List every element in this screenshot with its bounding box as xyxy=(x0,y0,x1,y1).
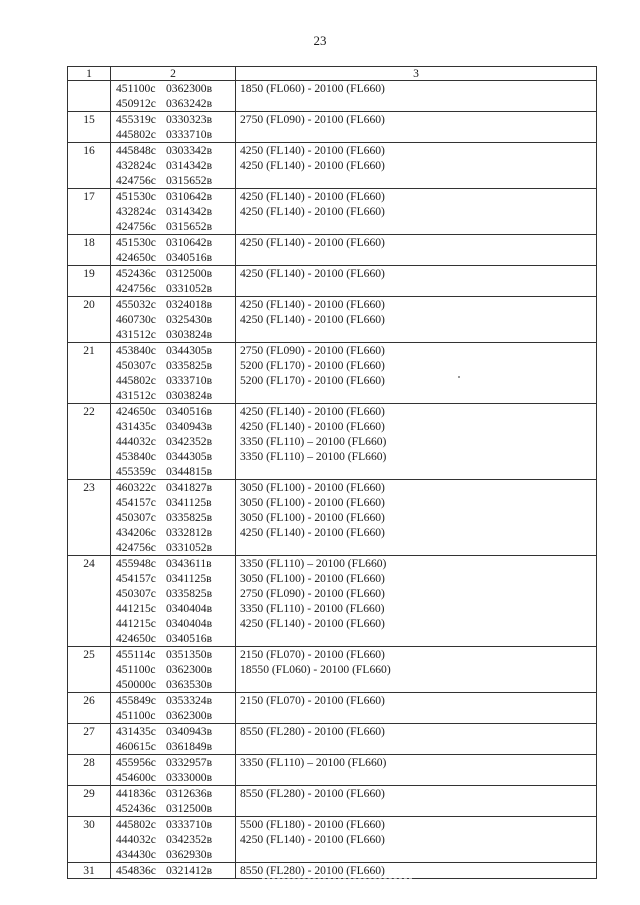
row-number: 20 xyxy=(68,297,111,343)
table-row xyxy=(68,266,597,297)
longitude: 0333710в xyxy=(166,818,213,831)
route-point xyxy=(111,540,235,555)
route-points-cell xyxy=(111,235,236,266)
longitude: 0333710в xyxy=(166,374,213,387)
longitude: 0314342в xyxy=(166,205,213,218)
flight-level-range: 4250 (FL140) - 20100 (FL660) xyxy=(240,617,385,630)
flight-levels-cell xyxy=(236,297,597,343)
longitude: 0342352в xyxy=(166,833,213,846)
longitude: 0340404в xyxy=(166,617,213,630)
flight-level-range: 4250 (FL140) - 20100 (FL660) xyxy=(240,833,385,846)
longitude: 0333710в xyxy=(166,128,213,141)
longitude: 0362930в xyxy=(166,848,213,861)
latitude: 455359с xyxy=(116,465,156,478)
route-point xyxy=(111,81,235,96)
longitude: 0331052в xyxy=(166,282,213,295)
flight-level-range: 2750 (FL090) - 20100 (FL660) xyxy=(240,113,385,126)
row-number: 26 xyxy=(68,693,111,724)
latitude: 453840с xyxy=(116,344,156,357)
longitude: 0362300в xyxy=(166,709,213,722)
route-table xyxy=(67,66,597,879)
flight-level-range: 4250 (FL140) - 20100 (FL660) xyxy=(240,144,385,157)
longitude: 0303824в xyxy=(166,328,213,341)
table-row xyxy=(68,647,597,693)
table-header-row xyxy=(68,67,597,81)
table-row xyxy=(68,297,597,343)
flight-levels-cell xyxy=(236,404,597,480)
flight-level-range: 3350 (FL110) – 20100 (FL660) xyxy=(240,557,387,570)
route-points-cell xyxy=(111,189,236,235)
flight-levels-cell xyxy=(236,556,597,647)
longitude: 0344305в xyxy=(166,344,213,357)
latitude: 445802с xyxy=(116,374,156,387)
longitude: 0324018в xyxy=(166,298,213,311)
route-point xyxy=(111,755,235,770)
longitude: 0310642в xyxy=(166,236,213,249)
latitude: 424756с xyxy=(116,282,156,295)
route-point xyxy=(111,677,235,692)
longitude: 0303342в xyxy=(166,144,213,157)
route-point xyxy=(111,480,235,495)
flight-level-range: 1850 (FL060) - 20100 (FL660) xyxy=(240,82,385,95)
flight-levels-cell xyxy=(236,480,597,556)
latitude: 455849с xyxy=(116,694,156,707)
header-col-2: 2 xyxy=(111,67,236,81)
route-point xyxy=(111,801,235,816)
row-number: 23 xyxy=(68,480,111,556)
row-number: 30 xyxy=(68,817,111,863)
latitude: 455114с xyxy=(116,648,156,661)
longitude: 0310642в xyxy=(166,190,213,203)
route-point xyxy=(111,219,235,234)
route-point xyxy=(111,586,235,601)
longitude: 0351350в xyxy=(166,648,213,661)
route-point xyxy=(111,434,235,449)
route-points-cell xyxy=(111,266,236,297)
route-point xyxy=(111,266,235,281)
route-point xyxy=(111,297,235,312)
route-point xyxy=(111,358,235,373)
longitude: 0341827в xyxy=(166,481,213,494)
latitude: 450912с xyxy=(116,97,156,110)
latitude: 424756с xyxy=(116,220,156,233)
row-number: 19 xyxy=(68,266,111,297)
route-point xyxy=(111,449,235,464)
flight-level-range: 4250 (FL140) - 20100 (FL660) xyxy=(240,405,385,418)
route-point xyxy=(111,739,235,754)
longitude: 0341125в xyxy=(166,496,212,509)
flight-level-range: 4250 (FL140) - 20100 (FL660) xyxy=(240,420,385,433)
route-point xyxy=(111,419,235,434)
route-point xyxy=(111,770,235,785)
header-col-1: 1 xyxy=(68,67,111,81)
table-row xyxy=(68,143,597,189)
flight-level-range: 5200 (FL170) - 20100 (FL660) xyxy=(240,374,385,387)
route-point xyxy=(111,832,235,847)
longitude: 0363242в xyxy=(166,97,213,110)
longitude: 0344815в xyxy=(166,465,213,478)
flight-level-range: 3050 (FL100) - 20100 (FL660) xyxy=(240,572,385,585)
route-points-cell xyxy=(111,863,236,879)
longitude: 0321412в xyxy=(166,864,213,877)
latitude: 454836с xyxy=(116,864,156,877)
route-points-cell xyxy=(111,480,236,556)
table-body xyxy=(68,81,597,879)
longitude: 0341125в xyxy=(166,572,212,585)
longitude: 0315652в xyxy=(166,220,213,233)
table-row xyxy=(68,755,597,786)
flight-levels-cell xyxy=(236,863,597,879)
flight-level-range: 4250 (FL140) - 20100 (FL660) xyxy=(240,205,385,218)
flight-level-range: 2150 (FL070) - 20100 (FL660) xyxy=(240,694,385,707)
flight-levels-cell xyxy=(236,343,597,404)
flight-level-range: 4250 (FL140) - 20100 (FL660) xyxy=(240,159,385,172)
route-point xyxy=(111,127,235,142)
longitude: 0314342в xyxy=(166,159,213,172)
latitude: 455948с xyxy=(116,557,156,570)
flight-levels-cell xyxy=(236,817,597,863)
table-row xyxy=(68,786,597,817)
flight-level-range: 3050 (FL100) - 20100 (FL660) xyxy=(240,511,385,524)
table-row xyxy=(68,404,597,480)
longitude: 0312636в xyxy=(166,787,213,800)
route-point xyxy=(111,158,235,173)
flight-levels-cell xyxy=(236,266,597,297)
route-point xyxy=(111,250,235,265)
header-col-3: 3 xyxy=(236,67,597,81)
latitude: 451530с xyxy=(116,236,156,249)
latitude: 451100с xyxy=(116,663,156,676)
longitude: 0342352в xyxy=(166,435,213,448)
longitude: 0363530в xyxy=(166,678,213,691)
latitude: 454157с xyxy=(116,496,156,509)
longitude: 0315652в xyxy=(166,174,213,187)
table-row xyxy=(68,556,597,647)
latitude: 460730с xyxy=(116,313,156,326)
flight-levels-cell xyxy=(236,724,597,755)
longitude: 0344305в xyxy=(166,450,213,463)
route-point xyxy=(111,173,235,188)
latitude: 434206с xyxy=(116,526,156,539)
flight-level-range: 2750 (FL090) - 20100 (FL660) xyxy=(240,587,385,600)
flight-level-range: 5200 (FL170) - 20100 (FL660) xyxy=(240,359,385,372)
route-point xyxy=(111,693,235,708)
row-number: 22 xyxy=(68,404,111,480)
route-point xyxy=(111,281,235,296)
route-point xyxy=(111,235,235,250)
route-points-cell xyxy=(111,693,236,724)
longitude: 0340516в xyxy=(166,632,213,645)
flight-level-range: 3350 (FL110) – 20100 (FL660) xyxy=(240,450,387,463)
flight-level-range: 3350 (FL110) – 20100 (FL660) xyxy=(240,756,387,769)
latitude: 454600с xyxy=(116,771,156,784)
longitude: 0340943в xyxy=(166,420,213,433)
latitude: 445848с xyxy=(116,144,156,157)
row-number: 25 xyxy=(68,647,111,693)
route-point xyxy=(111,556,235,571)
row-number: 15 xyxy=(68,112,111,143)
latitude: 424650с xyxy=(116,405,156,418)
flight-level-range: 8550 (FL280) - 20100 (FL660) xyxy=(240,725,385,738)
latitude: 455319с xyxy=(116,113,156,126)
route-point xyxy=(111,464,235,479)
row-number: 16 xyxy=(68,143,111,189)
latitude: 424650с xyxy=(116,632,156,645)
flight-level-range: 3050 (FL100) - 20100 (FL660) xyxy=(240,481,385,494)
latitude: 432824с xyxy=(116,159,156,172)
latitude: 445802с xyxy=(116,818,156,831)
latitude: 431512с xyxy=(116,389,156,402)
latitude: 445802с xyxy=(116,128,156,141)
route-point xyxy=(111,143,235,158)
table-row xyxy=(68,480,597,556)
table-row xyxy=(68,112,597,143)
flight-level-range: 8550 (FL280) - 20100 (FL660) xyxy=(240,787,385,800)
latitude: 441836с xyxy=(116,787,156,800)
latitude: 451100с xyxy=(116,82,156,95)
table-row xyxy=(68,693,597,724)
table-row xyxy=(68,235,597,266)
margin-mark xyxy=(458,376,460,378)
longitude: 0362300в xyxy=(166,82,213,95)
longitude: 0343611в xyxy=(166,557,212,570)
route-point xyxy=(111,388,235,403)
flight-level-range: 4250 (FL140) - 20100 (FL660) xyxy=(240,526,385,539)
row-number: 18 xyxy=(68,235,111,266)
route-points-cell xyxy=(111,81,236,112)
latitude: 452436с xyxy=(116,267,156,280)
longitude: 0340516в xyxy=(166,251,213,264)
flight-level-range: 5500 (FL180) - 20100 (FL660) xyxy=(240,818,385,831)
row-number: 21 xyxy=(68,343,111,404)
longitude: 0312500в xyxy=(166,267,213,280)
route-points-cell xyxy=(111,297,236,343)
latitude: 455956с xyxy=(116,756,156,769)
row-number: 29 xyxy=(68,786,111,817)
route-point xyxy=(111,708,235,723)
latitude: 441215с xyxy=(116,602,156,615)
route-points-cell xyxy=(111,404,236,480)
route-point xyxy=(111,601,235,616)
route-point xyxy=(111,863,235,878)
latitude: 432824с xyxy=(116,205,156,218)
flight-level-range: 2750 (FL090) - 20100 (FL660) xyxy=(240,344,385,357)
longitude: 0340943в xyxy=(166,725,213,738)
route-point xyxy=(111,525,235,540)
flight-level-range: 4250 (FL140) - 20100 (FL660) xyxy=(240,298,385,311)
longitude: 0362300в xyxy=(166,663,213,676)
route-point xyxy=(111,724,235,739)
route-points-cell xyxy=(111,755,236,786)
longitude: 0340404в xyxy=(166,602,213,615)
longitude: 0335825в xyxy=(166,359,213,372)
latitude: 460322с xyxy=(116,481,156,494)
flight-levels-cell xyxy=(236,693,597,724)
latitude: 454157с xyxy=(116,572,156,585)
route-point xyxy=(111,510,235,525)
route-point xyxy=(111,662,235,677)
route-point xyxy=(111,189,235,204)
longitude: 0340516в xyxy=(166,405,213,418)
route-points-cell xyxy=(111,143,236,189)
longitude: 0325430в xyxy=(166,313,213,326)
latitude: 431512с xyxy=(116,328,156,341)
flight-levels-cell xyxy=(236,189,597,235)
longitude: 0332812в xyxy=(166,526,213,539)
longitude: 0353324в xyxy=(166,694,213,707)
latitude: 444032с xyxy=(116,435,156,448)
route-point xyxy=(111,112,235,127)
latitude: 424756с xyxy=(116,174,156,187)
longitude: 0361849в xyxy=(166,740,213,753)
table-row xyxy=(68,343,597,404)
longitude: 0335825в xyxy=(166,511,213,524)
table-row xyxy=(68,189,597,235)
route-point xyxy=(111,495,235,510)
latitude: 450307с xyxy=(116,359,156,372)
route-point xyxy=(111,817,235,832)
longitude: 0312500в xyxy=(166,802,213,815)
row-number xyxy=(68,81,111,112)
latitude: 434430с xyxy=(116,848,156,861)
route-point xyxy=(111,204,235,219)
flight-level-range: 3350 (FL110) - 20100 (FL660) xyxy=(240,602,385,615)
longitude: 0335825в xyxy=(166,587,213,600)
latitude: 450307с xyxy=(116,587,156,600)
flight-level-range: 4250 (FL140) - 20100 (FL660) xyxy=(240,267,385,280)
latitude: 431435с xyxy=(116,725,156,738)
row-number: 27 xyxy=(68,724,111,755)
route-points-cell xyxy=(111,724,236,755)
route-point xyxy=(111,96,235,111)
latitude: 460615с xyxy=(116,740,156,753)
row-number: 31 xyxy=(68,863,111,879)
route-point xyxy=(111,571,235,586)
latitude: 451530с xyxy=(116,190,156,203)
flight-level-range: 8550 (FL280) - 20100 (FL660) xyxy=(240,864,385,877)
route-points-cell xyxy=(111,556,236,647)
flight-level-range: 4250 (FL140) - 20100 (FL660) xyxy=(240,190,385,203)
table-row xyxy=(68,817,597,863)
latitude: 453840с xyxy=(116,450,156,463)
row-number: 24 xyxy=(68,556,111,647)
latitude: 450307с xyxy=(116,511,156,524)
table-row xyxy=(68,724,597,755)
flight-levels-cell xyxy=(236,143,597,189)
flight-levels-cell xyxy=(236,81,597,112)
flight-level-range: 2150 (FL070) - 20100 (FL660) xyxy=(240,648,385,661)
latitude: 450000с xyxy=(116,678,156,691)
page-number: 23 xyxy=(313,33,327,48)
route-point xyxy=(111,616,235,631)
flight-level-range: 4250 (FL140) - 20100 (FL660) xyxy=(240,313,385,326)
route-point xyxy=(111,631,235,646)
route-points-cell xyxy=(111,786,236,817)
latitude: 455032с xyxy=(116,298,156,311)
latitude: 452436с xyxy=(116,802,156,815)
longitude: 0331052в xyxy=(166,541,213,554)
flight-level-range: 18550 (FL060) - 20100 (FL660) xyxy=(240,663,391,676)
latitude: 431435с xyxy=(116,420,156,433)
longitude: 0330323в xyxy=(166,113,213,126)
route-points-cell xyxy=(111,343,236,404)
table-row xyxy=(68,81,597,112)
longitude: 0303824в xyxy=(166,389,213,402)
flight-level-range: 3050 (FL100) - 20100 (FL660) xyxy=(240,496,385,509)
flight-level-range: 3350 (FL110) – 20100 (FL660) xyxy=(240,435,387,448)
latitude: 451100с xyxy=(116,709,156,722)
route-point xyxy=(111,312,235,327)
flight-level-range: 4250 (FL140) - 20100 (FL660) xyxy=(240,236,385,249)
route-point xyxy=(111,343,235,358)
route-points-cell xyxy=(111,817,236,863)
flight-levels-cell xyxy=(236,647,597,693)
latitude: 424756с xyxy=(116,541,156,554)
route-point xyxy=(111,404,235,419)
route-point xyxy=(111,847,235,862)
route-point xyxy=(111,327,235,342)
latitude: 424650с xyxy=(116,251,156,264)
latitude: 444032с xyxy=(116,833,156,846)
route-points-cell xyxy=(111,647,236,693)
route-point xyxy=(111,647,235,662)
flight-levels-cell xyxy=(236,235,597,266)
longitude: 0332957в xyxy=(166,756,213,769)
flight-levels-cell xyxy=(236,112,597,143)
bottom-rule xyxy=(262,878,412,879)
row-number: 17 xyxy=(68,189,111,235)
flight-levels-cell xyxy=(236,786,597,817)
flight-levels-cell xyxy=(236,755,597,786)
table-row xyxy=(68,863,597,879)
route-points-cell xyxy=(111,112,236,143)
latitude: 441215с xyxy=(116,617,156,630)
route-point xyxy=(111,786,235,801)
longitude: 0333000в xyxy=(166,771,213,784)
route-point xyxy=(111,373,235,388)
row-number: 28 xyxy=(68,755,111,786)
